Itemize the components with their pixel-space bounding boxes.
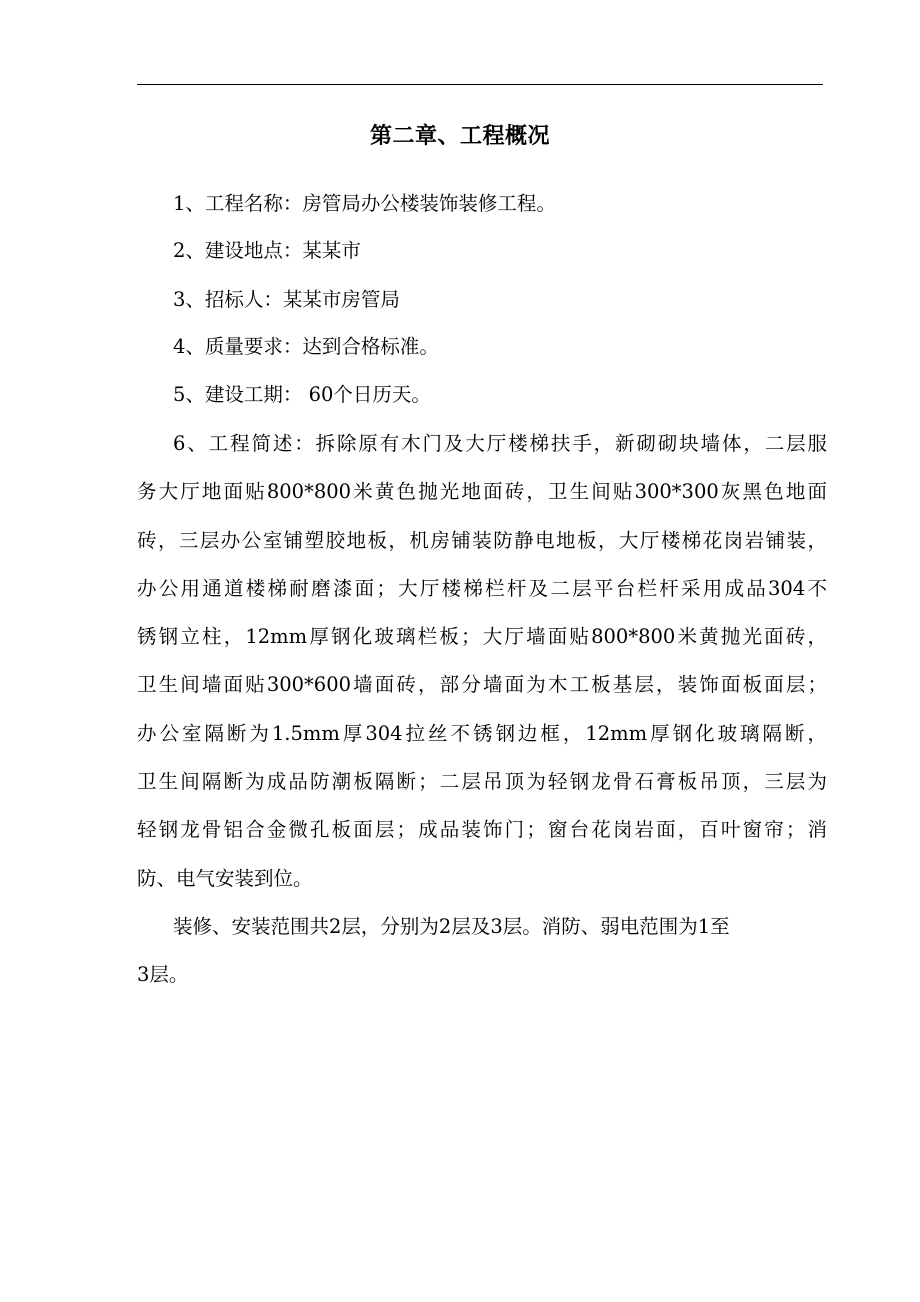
- description-line: 砖，三层办公室铺塑胶地板，机房铺装防静电地板，大厅楼梯花岗岩铺装，: [137, 528, 827, 552]
- scope-line: 装修、安装范围共2层，分别为2层及3层。消防、弱电范围为1至: [173, 915, 730, 938]
- project-description: [137, 420, 827, 903]
- chapter-title: 第二章、工程概况: [369, 123, 550, 149]
- description-line: 锈钢立柱，12mm厚钢化玻璃栏板；大厅墙面贴800*800米黄抛光面砖，: [137, 625, 827, 649]
- description-line: 6、工程简述：拆除原有木门及大厅楼梯扶手，新砌砌块墙体，二层服: [173, 432, 827, 455]
- scope-paragraph: [137, 903, 827, 1000]
- description-line: 卫生间隔断为成品防潮板隔断；二层吊顶为轻钢龙骨石膏板吊顶，三层为: [137, 770, 827, 794]
- description-line: 务大厅地面贴800*800米黄色抛光地面砖，卫生间贴300*300灰黑色地面: [137, 480, 827, 504]
- description-line: 办公用通道楼梯耐磨漆面；大厅楼梯栏杆及二层平台栏杆采用成品304不: [137, 576, 827, 600]
- description-line: 办公室隔断为1.5mm厚304拉丝不锈钢边框，12mm厚钢化玻璃隔断，: [137, 721, 827, 745]
- header-rule: [137, 84, 823, 85]
- project-name-item: 1、工程名称：房管局办公楼装饰装修工程。: [173, 192, 556, 215]
- description-line: 防、电气安装到位。: [137, 866, 313, 890]
- duration-item: 5、建设工期： 60个日历天。: [173, 383, 431, 406]
- scope-line: 3层。: [137, 963, 189, 987]
- tenderer-item: 3、招标人：某某市房管局: [173, 288, 400, 311]
- location-item: 2、建设地点：某某市: [173, 239, 361, 262]
- description-line: 卫生间墙面贴300*600墙面砖，部分墙面为木工板基层，装饰面板面层；: [137, 673, 827, 697]
- description-line: 轻钢龙骨铝合金微孔板面层；成品装饰门；窗台花岗岩面，百叶窗帘；消: [137, 818, 827, 842]
- quality-item: 4、质量要求：达到合格标准。: [173, 335, 439, 358]
